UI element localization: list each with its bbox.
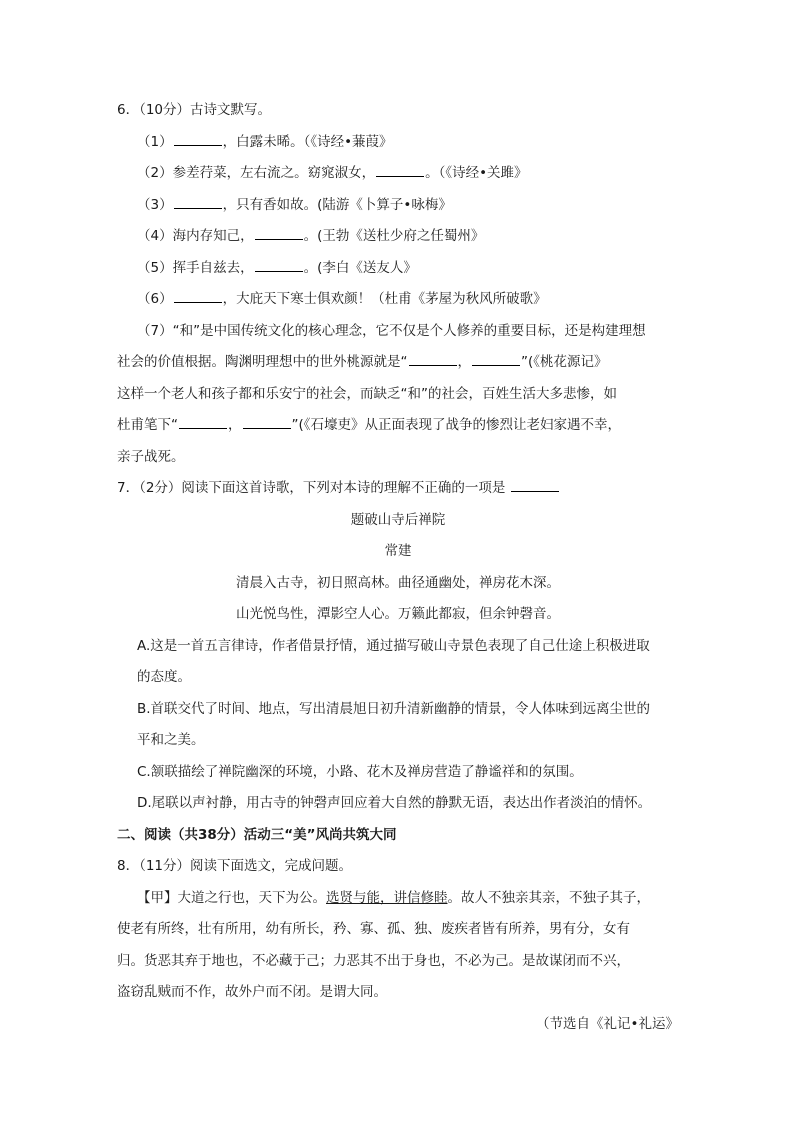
q6-item-7-line-4 (117, 410, 679, 442)
q6-item-3-text: ，只有香如故。(陆游《卜算子•咏梅》 (222, 196, 452, 213)
q6-item-7-line-5: 亲子战死。 (117, 448, 185, 465)
q8-passage-line-4: 盗窃乱贼而不作，故外户而不闭。是谓大同。 (117, 984, 387, 1000)
q6-item-6-prefix: （6） (137, 291, 173, 307)
q6-item-5-prefix: （5）挥手自兹去， (137, 259, 254, 276)
q6-item-7-blank-1[interactable] (409, 351, 457, 366)
q8-heading: 8．（11分）阅读下面选文，完成问题。 (117, 858, 353, 874)
q7-option-c: C.颔联描绘了禅院幽深的环境，小路、花木及禅房营造了静谧祥和的氛围。 (137, 763, 583, 780)
q7-heading (117, 473, 679, 505)
q6-item-7-blank-4[interactable] (243, 414, 291, 429)
q8-passage-underlined: 选贤与能，讲信修睦 (326, 889, 448, 906)
q6-item-1-blank[interactable] (174, 131, 222, 146)
q6-item-7-comma-1: ， (457, 354, 471, 370)
q6-item-1-text: ，白露未晞。（《诗经•蒹葭》 (222, 133, 393, 150)
q6-item-7-text-c: 杜甫笔下“ (117, 417, 178, 433)
q8-passage-text-a: 【甲】大道之行也，天下为公。 (137, 889, 326, 906)
q6-item-7-blank-3[interactable] (179, 414, 227, 429)
q6-item-7-line-3: 这样一个老人和孩子都和乐安宁的社会，而缺乏“和”的社会，百姓生活大多悲惨，如 (117, 385, 617, 402)
q8-passage-line-2: 使老有所终，壮有所用，幼有所长，矜、寡、孤、独、废疾者皆有所养，男有分，女有 (117, 921, 630, 937)
q6-item-1-prefix: （1） (137, 133, 173, 150)
q6-item-7-blank-2[interactable] (472, 351, 520, 366)
poem-verse-2: 山光悦鸟性，潭影空人心。万籁此都寂，但余钟磬音。 (236, 606, 560, 622)
q6-item-7-text-b: ”(《桃花源记》 (521, 354, 608, 370)
q6-item-5-text: 。(李白《送友人》 (303, 259, 417, 276)
q6-item-3-blank[interactable] (174, 194, 222, 209)
poem-title: 题破山寺后禅院 (350, 511, 446, 528)
q8-passage-line-3: 归。货恶其弃于地也，不必藏于己；力恶其不出于身也，不必为己。是故谋闭而不兴， (117, 952, 630, 969)
q6-item-5-blank[interactable] (255, 257, 303, 272)
q7-option-d: D.尾联以声衬静，用古寺的钟磬声回应着大自然的静默无语，表达出作者淡泊的情怀。 (137, 795, 652, 811)
poem-author: 常建 (384, 543, 412, 559)
q6-item-2-prefix: （2）参差荇菜，左右流之。窈窕淑女， (137, 165, 376, 181)
q6-item-3 (117, 190, 679, 222)
q6-item-5 (117, 253, 679, 285)
q6-heading: 6．（10分）古诗文默写。 (117, 102, 272, 118)
q6-item-4-blank[interactable] (255, 225, 303, 240)
q6-item-7-comma-2: ， (228, 417, 242, 433)
q6-item-2-text: 。（《诗经•关雎》 (425, 165, 528, 181)
q7-option-a-line-1: A.这是一首五言律诗，作者借景抒情，通过描写破山寺景色表现了自己仕途上积极进取 (137, 637, 650, 654)
q8-passage-text-b: 。故人不独亲其亲，不独子其子， (447, 889, 650, 906)
q6-item-7-line-2 (117, 347, 679, 379)
q6-item-7-text-a: 社会的价值根据。陶渊明理想中的世外桃源就是“ (117, 354, 408, 370)
q8-source: （节选自《礼记•礼运》 (536, 1015, 679, 1032)
q6-item-2 (117, 158, 679, 190)
q6-item-4-prefix: （4）海内存知己， (137, 228, 254, 244)
q6-item-6-text: ，大庇天下寒士俱欢颜！（杜甫《茅屋为秋风所破歌》 (222, 291, 547, 307)
q6-item-1 (117, 127, 679, 159)
exam-page (117, 95, 679, 1040)
q6-item-4-text: 。(王勃《送杜少府之任蜀州》 (303, 228, 485, 244)
q7-heading-text: 7．（2分）阅读下面这首诗歌，下列对本诗的理解不正确的一项是 (117, 480, 506, 496)
q7-option-a-line-2: 的态度。 (137, 669, 191, 685)
q6-item-6-blank[interactable] (174, 288, 222, 303)
q7-option-b-line-2: 平和之美。 (137, 732, 205, 748)
q6-item-7-text-d: ”(《石壕吏》从正面表现了战争的惨烈让老妇家遇不幸， (291, 417, 622, 433)
q6-item-7-line-1: （7）“和”是中国传统文化的核心理念，它不仅是个人修养的重要目标，还是构建理想 (137, 322, 646, 339)
q6-item-4 (117, 221, 679, 253)
q6-item-3-prefix: （3） (137, 196, 173, 213)
q8-passage-line-1 (117, 883, 679, 915)
poem-verse-1: 清晨入古寺，初日照高林。曲径通幽处，禅房花木深。 (236, 574, 560, 591)
q7-option-b-line-1: B.首联交代了时间、地点，写出清晨旭日初升清新幽静的情景，令人体味到远离尘世的 (137, 700, 651, 717)
q7-answer-blank[interactable] (511, 477, 559, 492)
section-2-heading: 二、阅读（共38分）活动三“美”风尚共筑大同 (117, 826, 397, 843)
q6-item-6 (117, 284, 679, 316)
q6-item-2-blank[interactable] (376, 162, 424, 177)
